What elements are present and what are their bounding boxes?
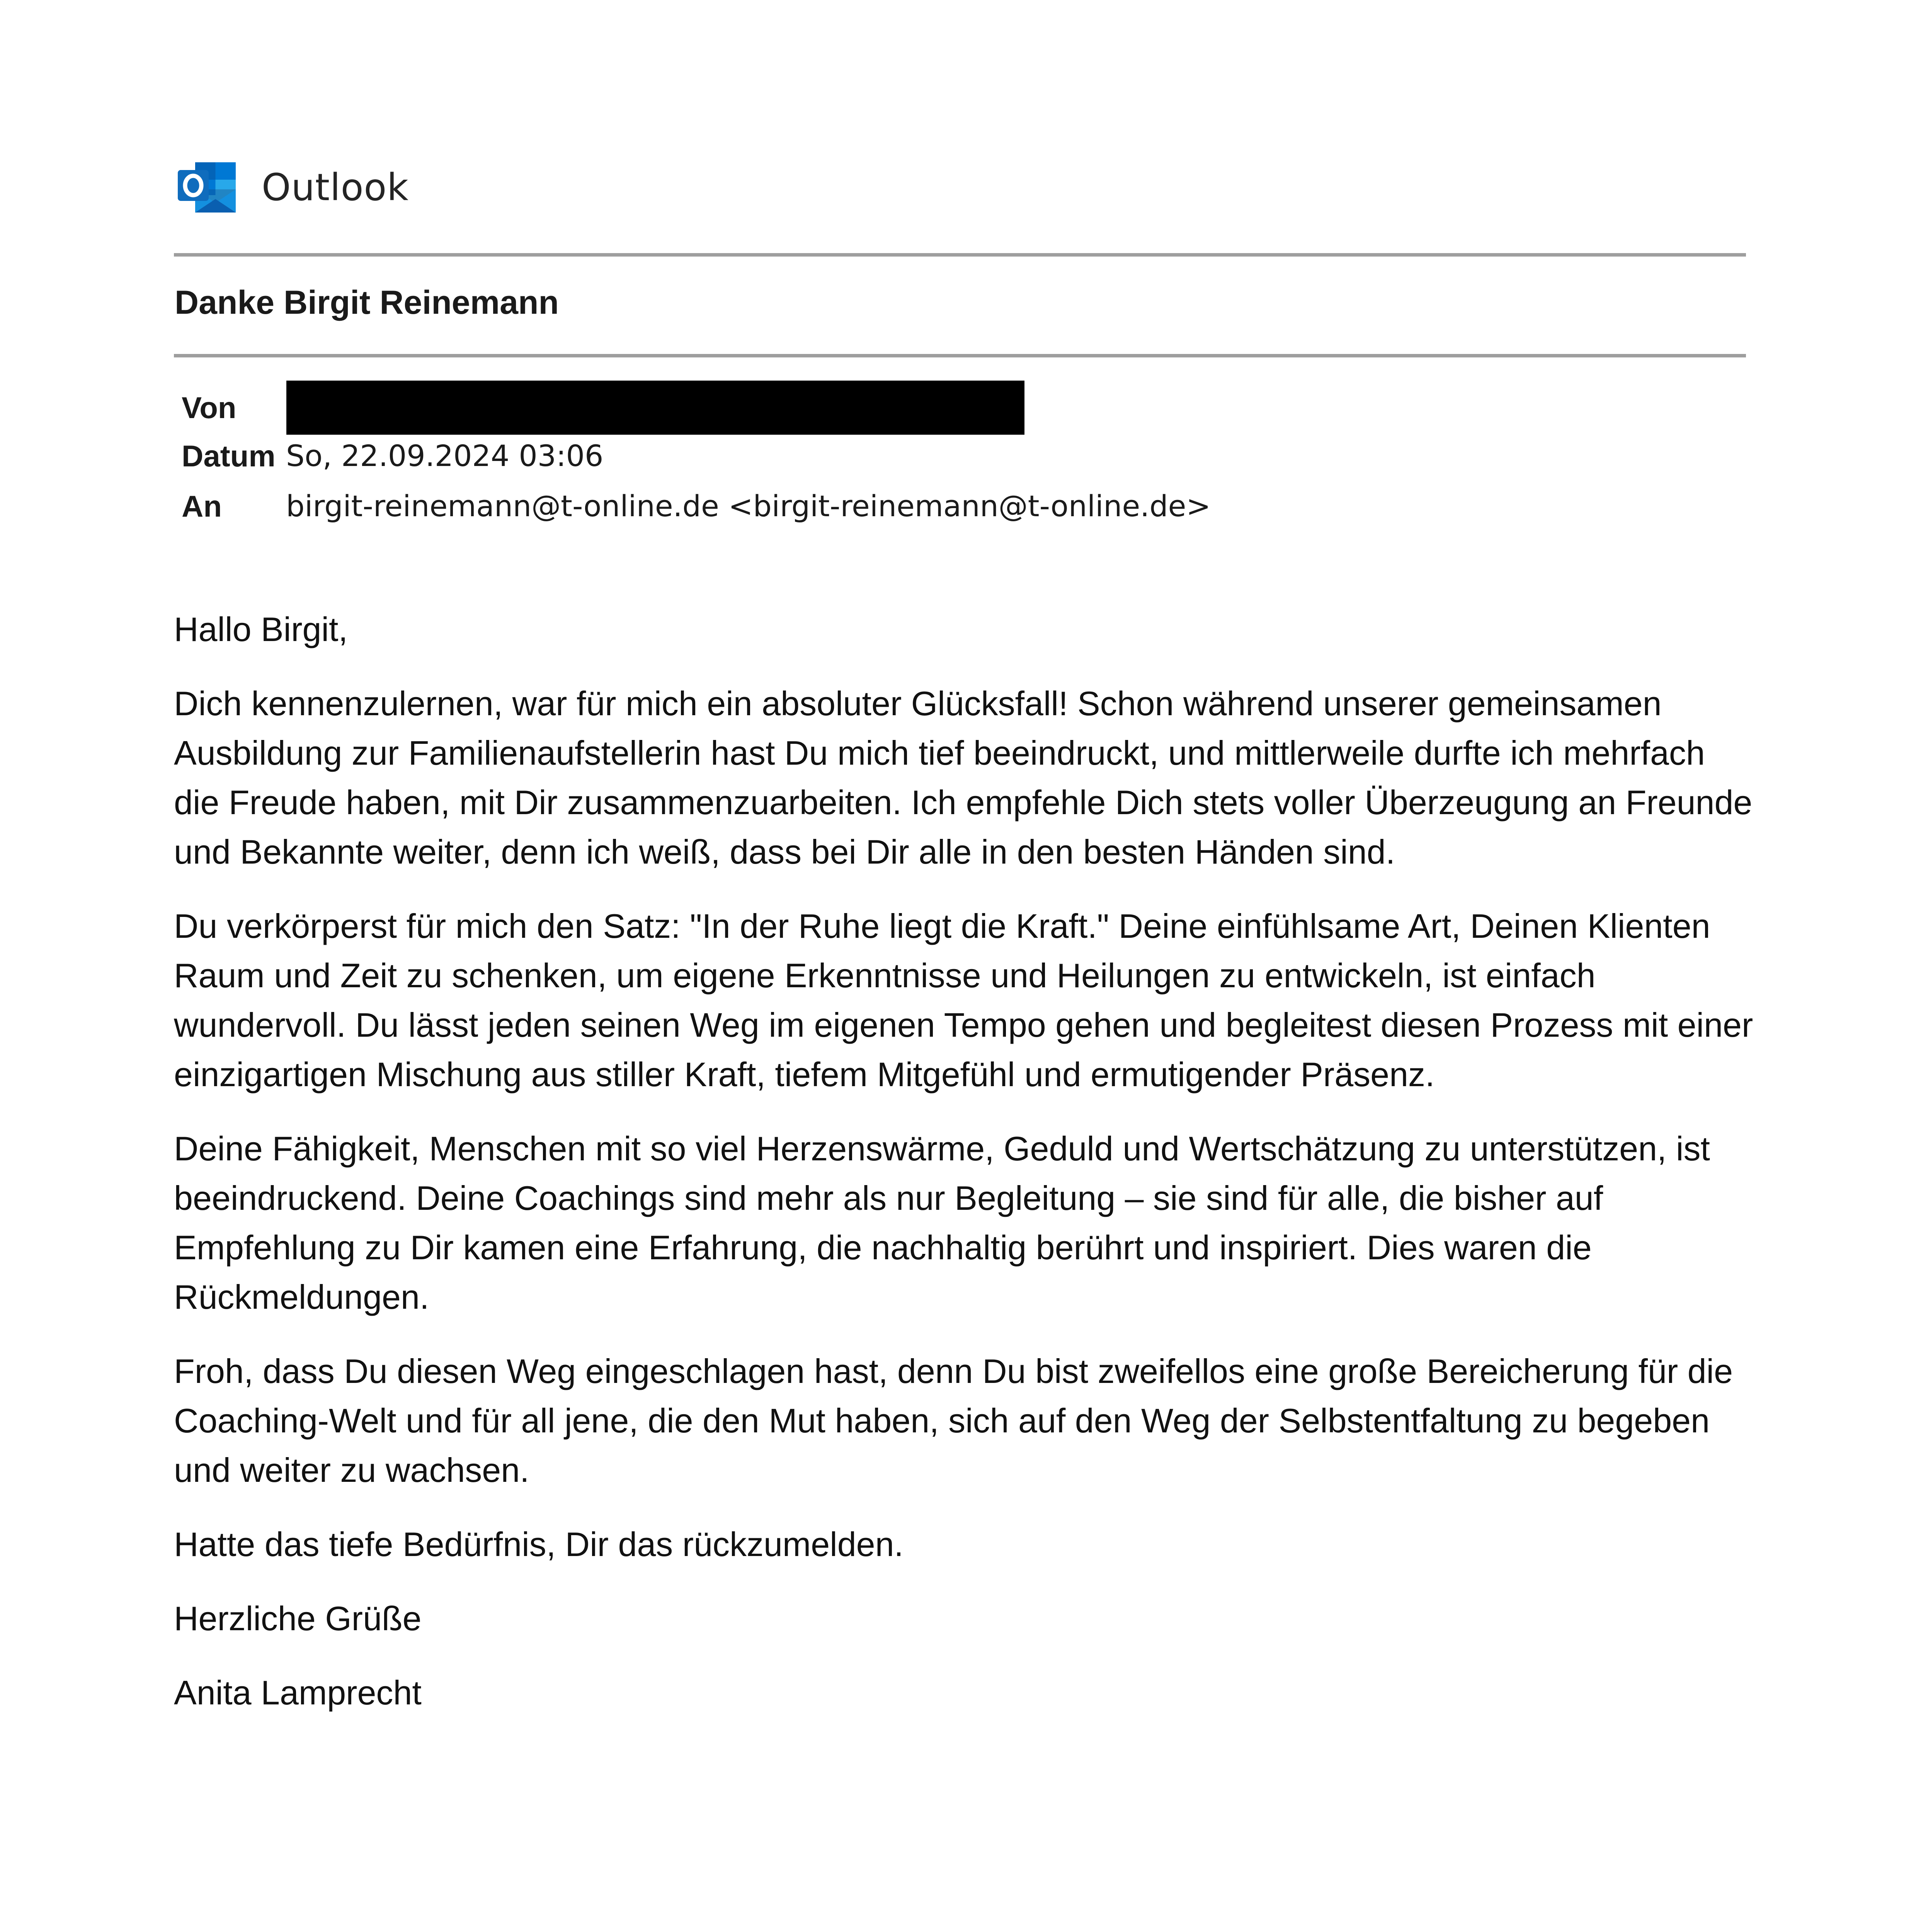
header-divider-bottom: [174, 354, 1746, 357]
meta-row-to: [182, 485, 1211, 527]
to-value: birgit-reinemann@t-online.de <birgit-reinemann@t-online.de>: [286, 489, 1211, 523]
date-value: So, 22.09.2024 03:06: [286, 439, 604, 473]
email-paragraph: Du verkörperst für mich den Satz: "In der Ruhe liegt die Kraft." Deine einfühlsame Art, Deinen Klienten Raum und Zeit zu schenken, um eigene Erkenntnisse und Heilungen zu entwickeln, ist einfach wundervoll. Du lässt jeden seinen Weg im eigenen Tempo gehen und begleitest diesen Prozess mit einer einzigartigen Mischung aus stiller Kraft, tiefem Mitgefühl und ermutigender Präsenz.: [174, 907, 1753, 1094]
email-paragraph: Dich kennenzulernen, war für mich ein absoluter Glücksfall! Schon während unserer gemeinsamen Ausbildung zur Familienaufstellerin hast Du mich tief beeindruckt, und mittlerweile durfte ich mehrfach die Freude haben, mit Dir zusammenzuarbeiten. Ich empfehle Dich stets voller Überzeugung an Freunde und Bekannte weiter, denn ich weiß, dass bei Dir alle in den besten Händen sind.: [174, 684, 1753, 871]
email-paragraph: Froh, dass Du diesen Weg eingeschlagen hast, denn Du bist zweifellos eine große Bereicherung für die Coaching-Welt und für all jene, die den Mut haben, sich auf den Weg der Selbstentfaltung zu begeben und weiter zu wachsen.: [174, 1352, 1733, 1489]
date-label: Datum: [182, 439, 276, 473]
app-brand-header: [176, 156, 409, 218]
email-body: [174, 605, 1754, 1742]
to-label: An: [182, 489, 222, 523]
email-signature: Anita Lamprecht: [174, 1673, 422, 1712]
email-paragraph: Hatte das tiefe Bedürfnis, Dir das rückzumelden.: [174, 1525, 904, 1563]
app-name: Outlook: [262, 166, 409, 209]
from-label: Von: [182, 391, 237, 425]
email-paragraph: Deine Fähigkeit, Menschen mit so viel Herzenswärme, Geduld und Wertschätzung zu unterstützen, ist beeindruckend. Deine Coachings sind mehr als nur Begleitung – sie sind für alle, die bisher auf Empfehlung zu Dir kamen eine Erfahrung, die nachhaltig berührt und inspiriert. Dies waren die Rückmeldungen.: [174, 1129, 1710, 1316]
meta-row-from: [182, 381, 1024, 435]
meta-row-date: [182, 435, 603, 477]
from-redaction-bar: [286, 381, 1024, 435]
email-closing: Herzliche Grüße: [174, 1599, 422, 1638]
outlook-logo-icon: [176, 158, 238, 216]
header-divider-top: [174, 253, 1746, 257]
email-greeting: Hallo Birgit,: [174, 610, 348, 648]
email-subject: Danke Birgit Reinemann: [175, 284, 559, 321]
